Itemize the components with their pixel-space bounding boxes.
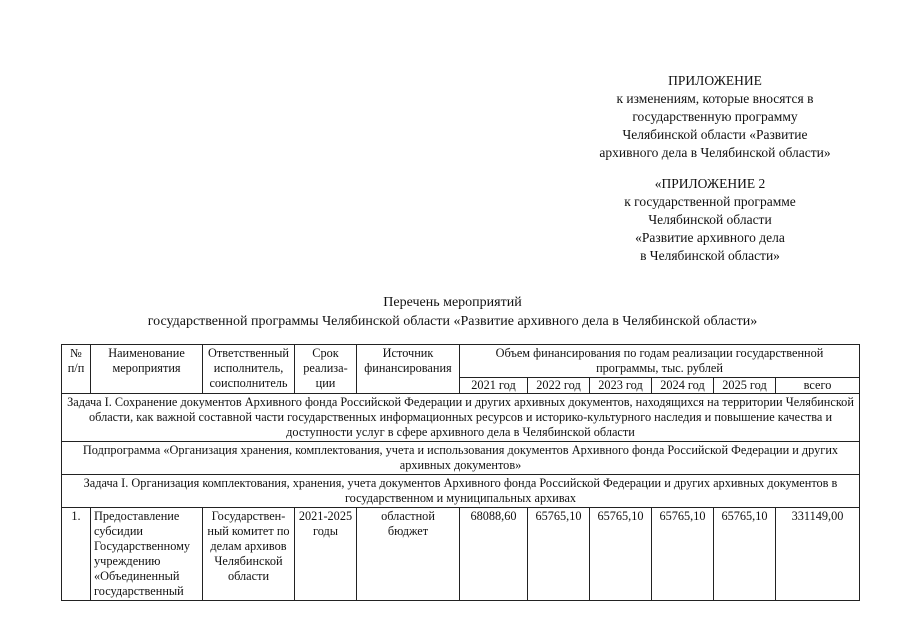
subprogram-row (62, 442, 860, 475)
appendix2-line: в Челябинской области» (640, 248, 780, 263)
header-term: Срок реализа-ции (295, 345, 357, 394)
subtask-1: Задача I. Организация комплектования, хранения, учета документов Архивного фонда Российской Федерации и других архивных документов в государственном и муниципальных архивах (62, 475, 860, 508)
row-value: 65765,10 (528, 508, 590, 601)
row-source: областной бюджет (357, 508, 460, 601)
row-value: 65765,10 (714, 508, 776, 601)
appendix1-line: ПРИЛОЖЕНИЕ (668, 73, 762, 88)
appendix1-line: государственную программу (632, 109, 798, 124)
appendix1-line: к изменениям, которые вносятся в (616, 91, 814, 106)
subtask-row (62, 475, 860, 508)
row-executor: Государствен-ный комитет по делам архивов Челябинской области (203, 508, 295, 601)
header-year: 2025 год (714, 378, 776, 394)
row-value: 68088,60 (460, 508, 528, 601)
appendix1-line: Челябинской области «Развитие (622, 127, 808, 142)
document-title (0, 293, 905, 331)
title-line-1: Перечень мероприятий (383, 295, 522, 310)
measures-table (61, 344, 860, 601)
appendix1-line: архивного дела в Челябинской области» (599, 145, 831, 160)
header-total: всего (776, 378, 860, 394)
header-year: 2021 год (460, 378, 528, 394)
row-term: 2021-2025 годы (295, 508, 357, 601)
appendix2-line: к государственной программе (624, 194, 796, 209)
header-year: 2023 год (590, 378, 652, 394)
header-name: Наименование мероприятия (91, 345, 203, 394)
appendix2-line: Челябинской области (648, 212, 772, 227)
header-source: Источник финансирования (357, 345, 460, 394)
task-row (62, 394, 860, 442)
table-row (62, 508, 860, 601)
title-line-2: государственной программы Челябинской области «Развитие архивного дела в Челябинской области» (147, 314, 758, 329)
appendix-header-2 (575, 175, 845, 265)
header-funding: Объем финансирования по годам реализации государственной программы, тыс. рублей (460, 345, 860, 378)
row-value: 65765,10 (590, 508, 652, 601)
appendix2-line: «Развитие архивного дела (635, 230, 785, 245)
row-name: Предоставление субсидии Государственному учреждению «Объединенный государственный (91, 508, 203, 601)
row-total: 331149,00 (776, 508, 860, 601)
row-num: 1. (62, 508, 91, 601)
header-year: 2022 год (528, 378, 590, 394)
header-executor: Ответственный исполнитель, соисполнитель (203, 345, 295, 394)
subprogram: Подпрограмма «Организация хранения, комплектования, учета и использования документов Архивного фонда Российской Федерации и других архивных документов» (62, 442, 860, 475)
row-value: 65765,10 (652, 508, 714, 601)
header-row (62, 345, 860, 378)
appendix-header-1 (565, 72, 865, 162)
appendix2-line: «ПРИЛОЖЕНИЕ 2 (654, 176, 766, 191)
header-num: № п/п (62, 345, 91, 394)
task-1: Задача I. Сохранение документов Архивного фонда Российской Федерации и других архивных документов, находящихся на территории Челябинской области, как важной составной части государственных информационных ресурсов и историко-культурного наследия и повышение качества и доступности услуг в сфере архивного дела в Челябинской области (62, 394, 860, 442)
header-year: 2024 год (652, 378, 714, 394)
